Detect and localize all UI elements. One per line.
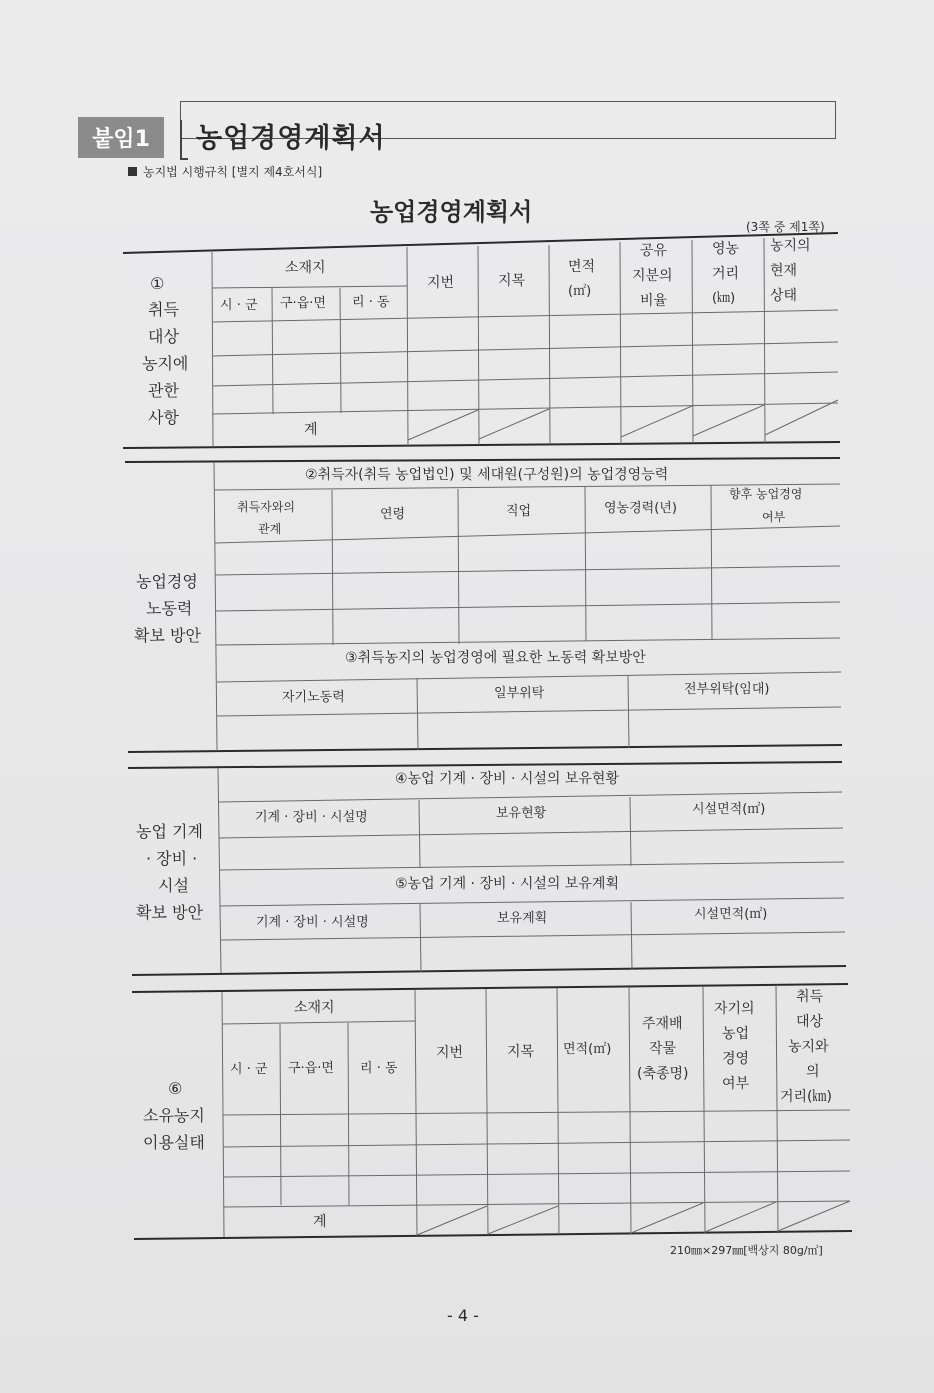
s3-col-area2: 시설면적(㎡): [694, 907, 768, 922]
s2-heading: ②취득자(취득 농업법인) 및 세대원(구성원)의 농업경영능력: [305, 467, 669, 483]
s1-col-gueup: 구·읍·면: [280, 296, 326, 311]
s1-col-dist-3: (㎞): [712, 291, 736, 306]
s2-col-relation-1: 취득자와의: [237, 500, 295, 514]
s3-col-name2: 기계 · 장비 · 시설명: [256, 915, 369, 930]
s1-col-dist-1: 영농: [712, 241, 740, 257]
s2-col-future-1: 향후 농업경영: [729, 487, 803, 501]
s4-label-2: 이용실태: [143, 1133, 205, 1152]
s4-col-sigun: 시 · 군: [230, 1062, 268, 1077]
attachment-tag: 붙임1: [78, 117, 164, 158]
s1-bottom-border: [123, 442, 840, 448]
s1-label-4: 관한: [148, 381, 179, 400]
s4-col-area: 면적(㎡): [563, 1042, 612, 1057]
s4-col-crop-3: (축종명): [637, 1066, 689, 1082]
s4-col-jibun: 지번: [436, 1045, 464, 1061]
s4-col-self-4: 여부: [722, 1076, 750, 1092]
s4-label-1: 소유농지: [143, 1106, 205, 1125]
s2-label-2: 노동력: [146, 599, 193, 618]
s3-col-area: 시설면적(㎡): [692, 802, 766, 817]
s4-number: ⑥: [168, 1079, 183, 1098]
s2-label-3: 확보 방안: [134, 626, 201, 645]
s1-col-jimok: 지목: [498, 273, 526, 289]
s1-label-1: 취득: [148, 300, 179, 319]
s4-top-border: [132, 984, 848, 992]
s4-col-dist-1: 취득: [796, 989, 824, 1005]
s1-col-share-2: 지분의: [632, 268, 673, 284]
page-number: - 4 -: [447, 1306, 479, 1325]
s3-heading-have: ④농업 기계 · 장비 · 시설의 보유현황: [395, 771, 619, 787]
s3-col-plan: 보유계획: [497, 911, 548, 926]
s1-col-jibun: 지번: [427, 275, 455, 291]
s1-col-sigun: 시 · 군: [220, 298, 258, 313]
s4-col-gueup: 구·읍·면: [288, 1061, 334, 1076]
s4-col-self-1: 자기의: [714, 1001, 755, 1017]
s1-total: 계: [304, 422, 318, 438]
s3-heading-labor: ③취득농지의 농업경영에 필요한 노동력 확보방안: [345, 650, 646, 666]
s4-col-location: 소재지: [294, 1000, 335, 1016]
s3-col-have: 보유현황: [496, 806, 547, 821]
s4-col-self-3: 경영: [722, 1051, 750, 1067]
s2-col-future-2: 여부: [762, 510, 786, 524]
s4-col-ridong: 리 · 동: [360, 1061, 398, 1076]
s1-col-ridong: 리 · 동: [352, 295, 390, 310]
s1-col-dist-2: 거리: [712, 266, 740, 282]
s3-label-1: 농업 기계: [136, 822, 203, 841]
s1-col-status-1: 농지의: [770, 238, 811, 254]
s1-col-share-1: 공유: [640, 243, 668, 259]
s1-col-share-3: 비율: [640, 293, 668, 309]
s1-label-5: 사항: [148, 408, 179, 427]
document-title: 농업경영계획서: [196, 123, 386, 154]
s4-col-dist-4: 의: [806, 1064, 820, 1080]
s4-total: 계: [313, 1214, 327, 1230]
s3-label-3: 시설: [158, 876, 189, 895]
s2-bottom-border: [128, 745, 842, 752]
s2-col-partial: 일부위탁: [494, 686, 545, 701]
s1-col-location: 소재지: [285, 260, 326, 276]
s4-col-self-2: 농업: [722, 1026, 750, 1042]
s1-col-status-3: 상태: [770, 288, 798, 304]
s3-label-4: 확보 방안: [136, 903, 203, 922]
s2-col-age: 연령: [380, 507, 406, 522]
s4-col-crop-1: 주재배: [642, 1016, 683, 1032]
s2-col-full: 전부위탁(임대): [684, 682, 770, 697]
s2-col-career: 영농경력(년): [604, 501, 677, 516]
s4-col-dist-3: 농지와: [788, 1039, 829, 1055]
paper-spec: 210㎜×297㎜[백상지 80g/㎡]: [670, 1244, 823, 1257]
s4-col-crop-2: 작물: [649, 1041, 677, 1057]
s1-col-area-1: 면적: [568, 259, 596, 275]
s2-label-1: 농업경영: [136, 572, 198, 591]
s3-col-name: 기계 · 장비 · 시설명: [255, 810, 368, 825]
s2-col-job: 직업: [506, 504, 532, 519]
s3-bottom-border: [132, 966, 846, 975]
s4-col-dist-5: 거리(㎞): [780, 1089, 832, 1105]
s2-col-self: 자기노동력: [282, 690, 345, 705]
s3-label-2: · 장비 ·: [146, 849, 198, 868]
s4-col-jimok: 지목: [507, 1044, 535, 1060]
s1-label-3: 농지에: [142, 354, 189, 373]
s2-col-relation-2: 관계: [258, 522, 282, 536]
form-title: 농업경영계획서: [370, 198, 533, 226]
s1-col-area-2: (㎡): [568, 284, 592, 299]
legal-reference-text: 농지법 시행규칙 [별지 제4호서식]: [143, 165, 323, 179]
page-of-indicator: (3쪽 중 제1쪽): [746, 220, 825, 234]
s3-heading-plan: ⑤농업 기계 · 장비 · 시설의 보유계획: [395, 876, 619, 892]
s4-col-dist-2: 대상: [796, 1014, 824, 1030]
s1-label-2: 대상: [148, 327, 179, 346]
s1-col-status-2: 현재: [770, 263, 798, 279]
s1-number: ①: [150, 274, 165, 293]
